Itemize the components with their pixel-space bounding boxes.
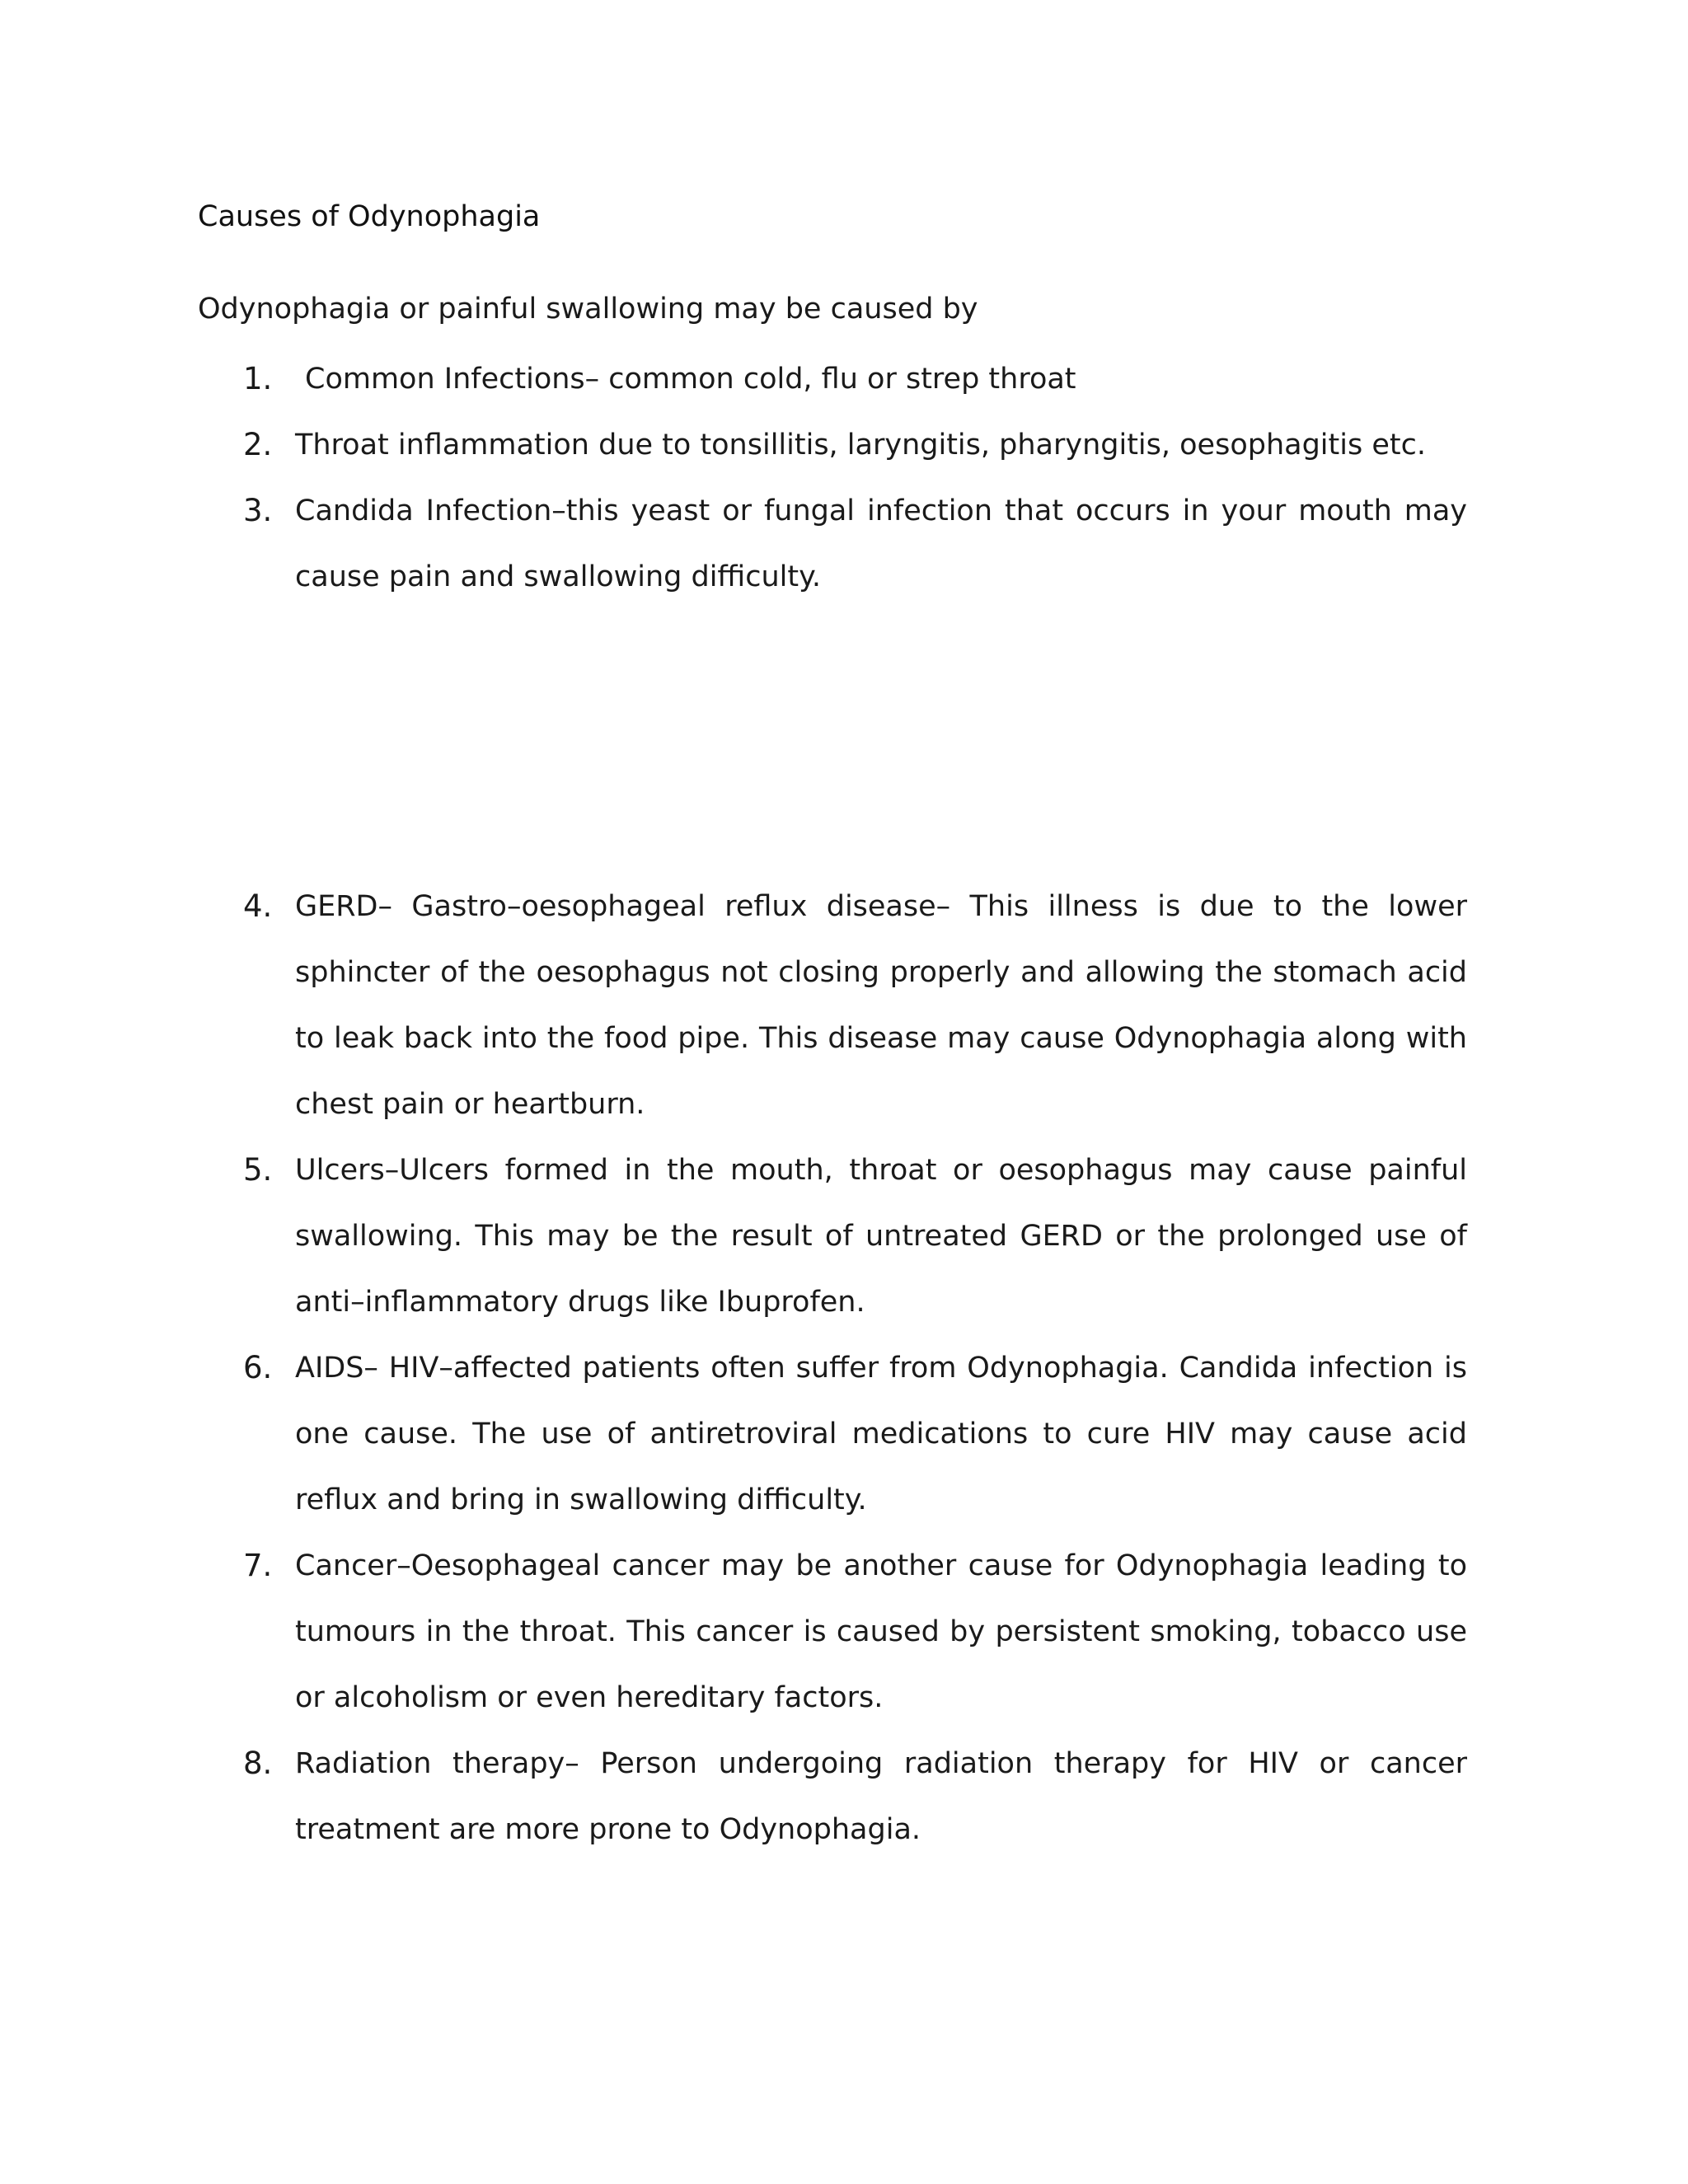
list-item-number: 6. <box>243 1350 273 1385</box>
list-item-text: AIDS– HIV–affected patients often suffer from Odynophagia. Candida infection is one cause. The use of antiretroviral medications to cure HIV may cause acid reflux and bring in swallowing difficulty. <box>295 1352 1467 1516</box>
list-item-text: GERD– Gastro–oesophageal reflux disease– This illness is due to the lower sphincter of the oesophagus not closing properly and allowing the stomach acid to leak back into the food pipe. This disease may cause Odynophagia along with chest pain or heartburn. <box>295 890 1467 1121</box>
list-item-number: 1. <box>243 361 273 396</box>
list-item-text: Candida Infection–this yeast or fungal infection that occurs in your mouth may cause pain and swallowing difficulty. <box>295 494 1467 593</box>
list-item-number: 7. <box>243 1548 273 1583</box>
list-item-number: 5. <box>243 1152 273 1188</box>
list-item-text: Radiation therapy– Person undergoing radiation therapy for HIV or cancer treatment are more prone to Odynophagia. <box>295 1747 1467 1846</box>
list-item-number: 4. <box>243 888 273 924</box>
list-item-text: Common Infections– common cold, flu or strep throat <box>305 363 1076 396</box>
list-item-number: 2. <box>243 427 273 462</box>
list-item-number: 8. <box>243 1746 273 1781</box>
list-item-text: Ulcers–Ulcers formed in the mouth, throat or oesophagus may cause painful swallowing. This may be the result of untreated GERD or the prolonged use of anti–inflammatory drugs like Ibuprofen. <box>295 1154 1467 1319</box>
page-title: Causes of Odynophagia <box>198 200 541 233</box>
list-item-text: Throat inflammation due to tonsillitis, laryngitis, pharyngitis, oesophagitis etc. <box>295 429 1426 462</box>
list-item-text: Cancer–Oesophageal cancer may be another cause for Odynophagia leading to tumours in the throat. This cancer is caused by persistent smoking, tobacco use or alcoholism or even hereditary factors. <box>295 1549 1467 1714</box>
intro-paragraph: Odynophagia or painful swallowing may be caused by <box>198 293 978 326</box>
list-item-number: 3. <box>243 493 273 528</box>
